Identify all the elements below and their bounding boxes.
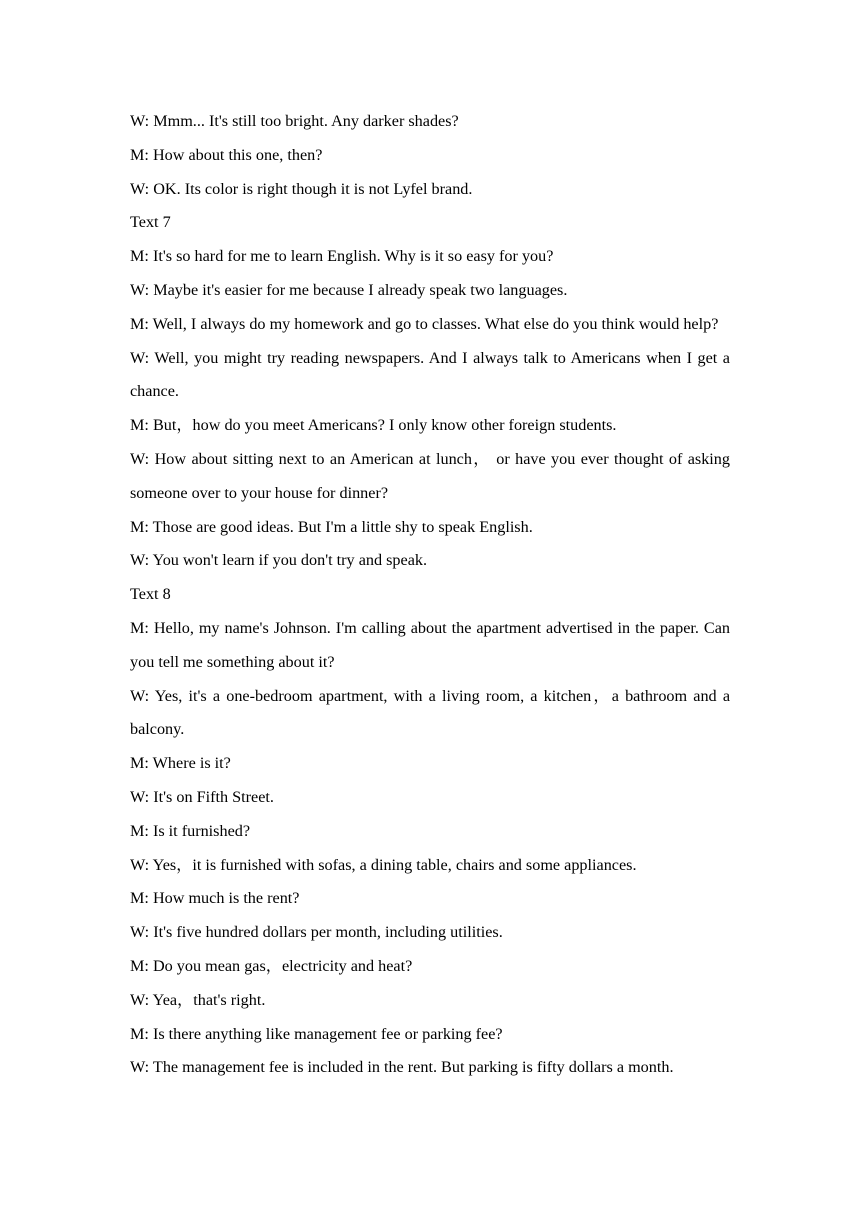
dialogue-line: W: Yea，that's right. bbox=[130, 990, 266, 1009]
dialogue-line: M: Is there anything like management fee or parking fee? bbox=[130, 1024, 503, 1043]
dialogue-line: M: Hello, my name's Johnson. I'm calling about the apartment advertised in the paper. Can you tell me something about it? bbox=[130, 618, 730, 671]
dialogue-line: W: It's on Fifth Street. bbox=[130, 787, 274, 806]
dialogue-line: W: You won't learn if you don't try and speak. bbox=[130, 551, 428, 570]
dialogue-line: W: Mmm... It's still too bright. Any darker shades? bbox=[130, 112, 459, 130]
dialogue-line: M: It's so hard for me to learn English. Why is it so easy for you? bbox=[130, 247, 554, 266]
dialogue-line: M: How much is the rent? bbox=[130, 889, 300, 908]
dialogue-line: W: How about sitting next to an American at lunch， or have you ever thought of asking someone over to your house for dinner? bbox=[130, 449, 730, 502]
dialogue-transcript bbox=[130, 105, 730, 1085]
dialogue-line: W: OK. Its color is right though it is not Lyfel brand. bbox=[130, 179, 473, 198]
section-heading-text-8: Text 8 bbox=[130, 585, 171, 604]
section-heading-text-7: Text 7 bbox=[130, 213, 171, 232]
dialogue-line: M: How about this one, then? bbox=[130, 145, 323, 164]
dialogue-line: M: Do you mean gas，electricity and heat? bbox=[130, 956, 413, 975]
dialogue-line: M: Where is it? bbox=[130, 754, 231, 773]
dialogue-line: M: Those are good ideas. But I'm a little shy to speak English. bbox=[130, 517, 533, 536]
dialogue-line: M: Well, I always do my homework and go to classes. What else do you think would help? bbox=[130, 314, 719, 333]
dialogue-line: W: Maybe it's easier for me because I already speak two languages. bbox=[130, 280, 568, 299]
dialogue-line: W: The management fee is included in the rent. But parking is fifty dollars a month. bbox=[130, 1058, 674, 1077]
dialogue-line: W: Yes，it is furnished with sofas, a dining table, chairs and some appliances. bbox=[130, 855, 637, 874]
dialogue-line: W: Yes, it's a one-bedroom apartment, with a living room, a kitchen，a bathroom and a balcony. bbox=[130, 686, 730, 739]
dialogue-line: W: Well, you might try reading newspapers. And I always talk to Americans when I get a chance. bbox=[130, 348, 730, 401]
dialogue-line: M: But，how do you meet Americans? I only know other foreign students. bbox=[130, 416, 617, 435]
dialogue-line: M: Is it furnished? bbox=[130, 821, 251, 840]
dialogue-line: W: It's five hundred dollars per month, including utilities. bbox=[130, 923, 503, 942]
